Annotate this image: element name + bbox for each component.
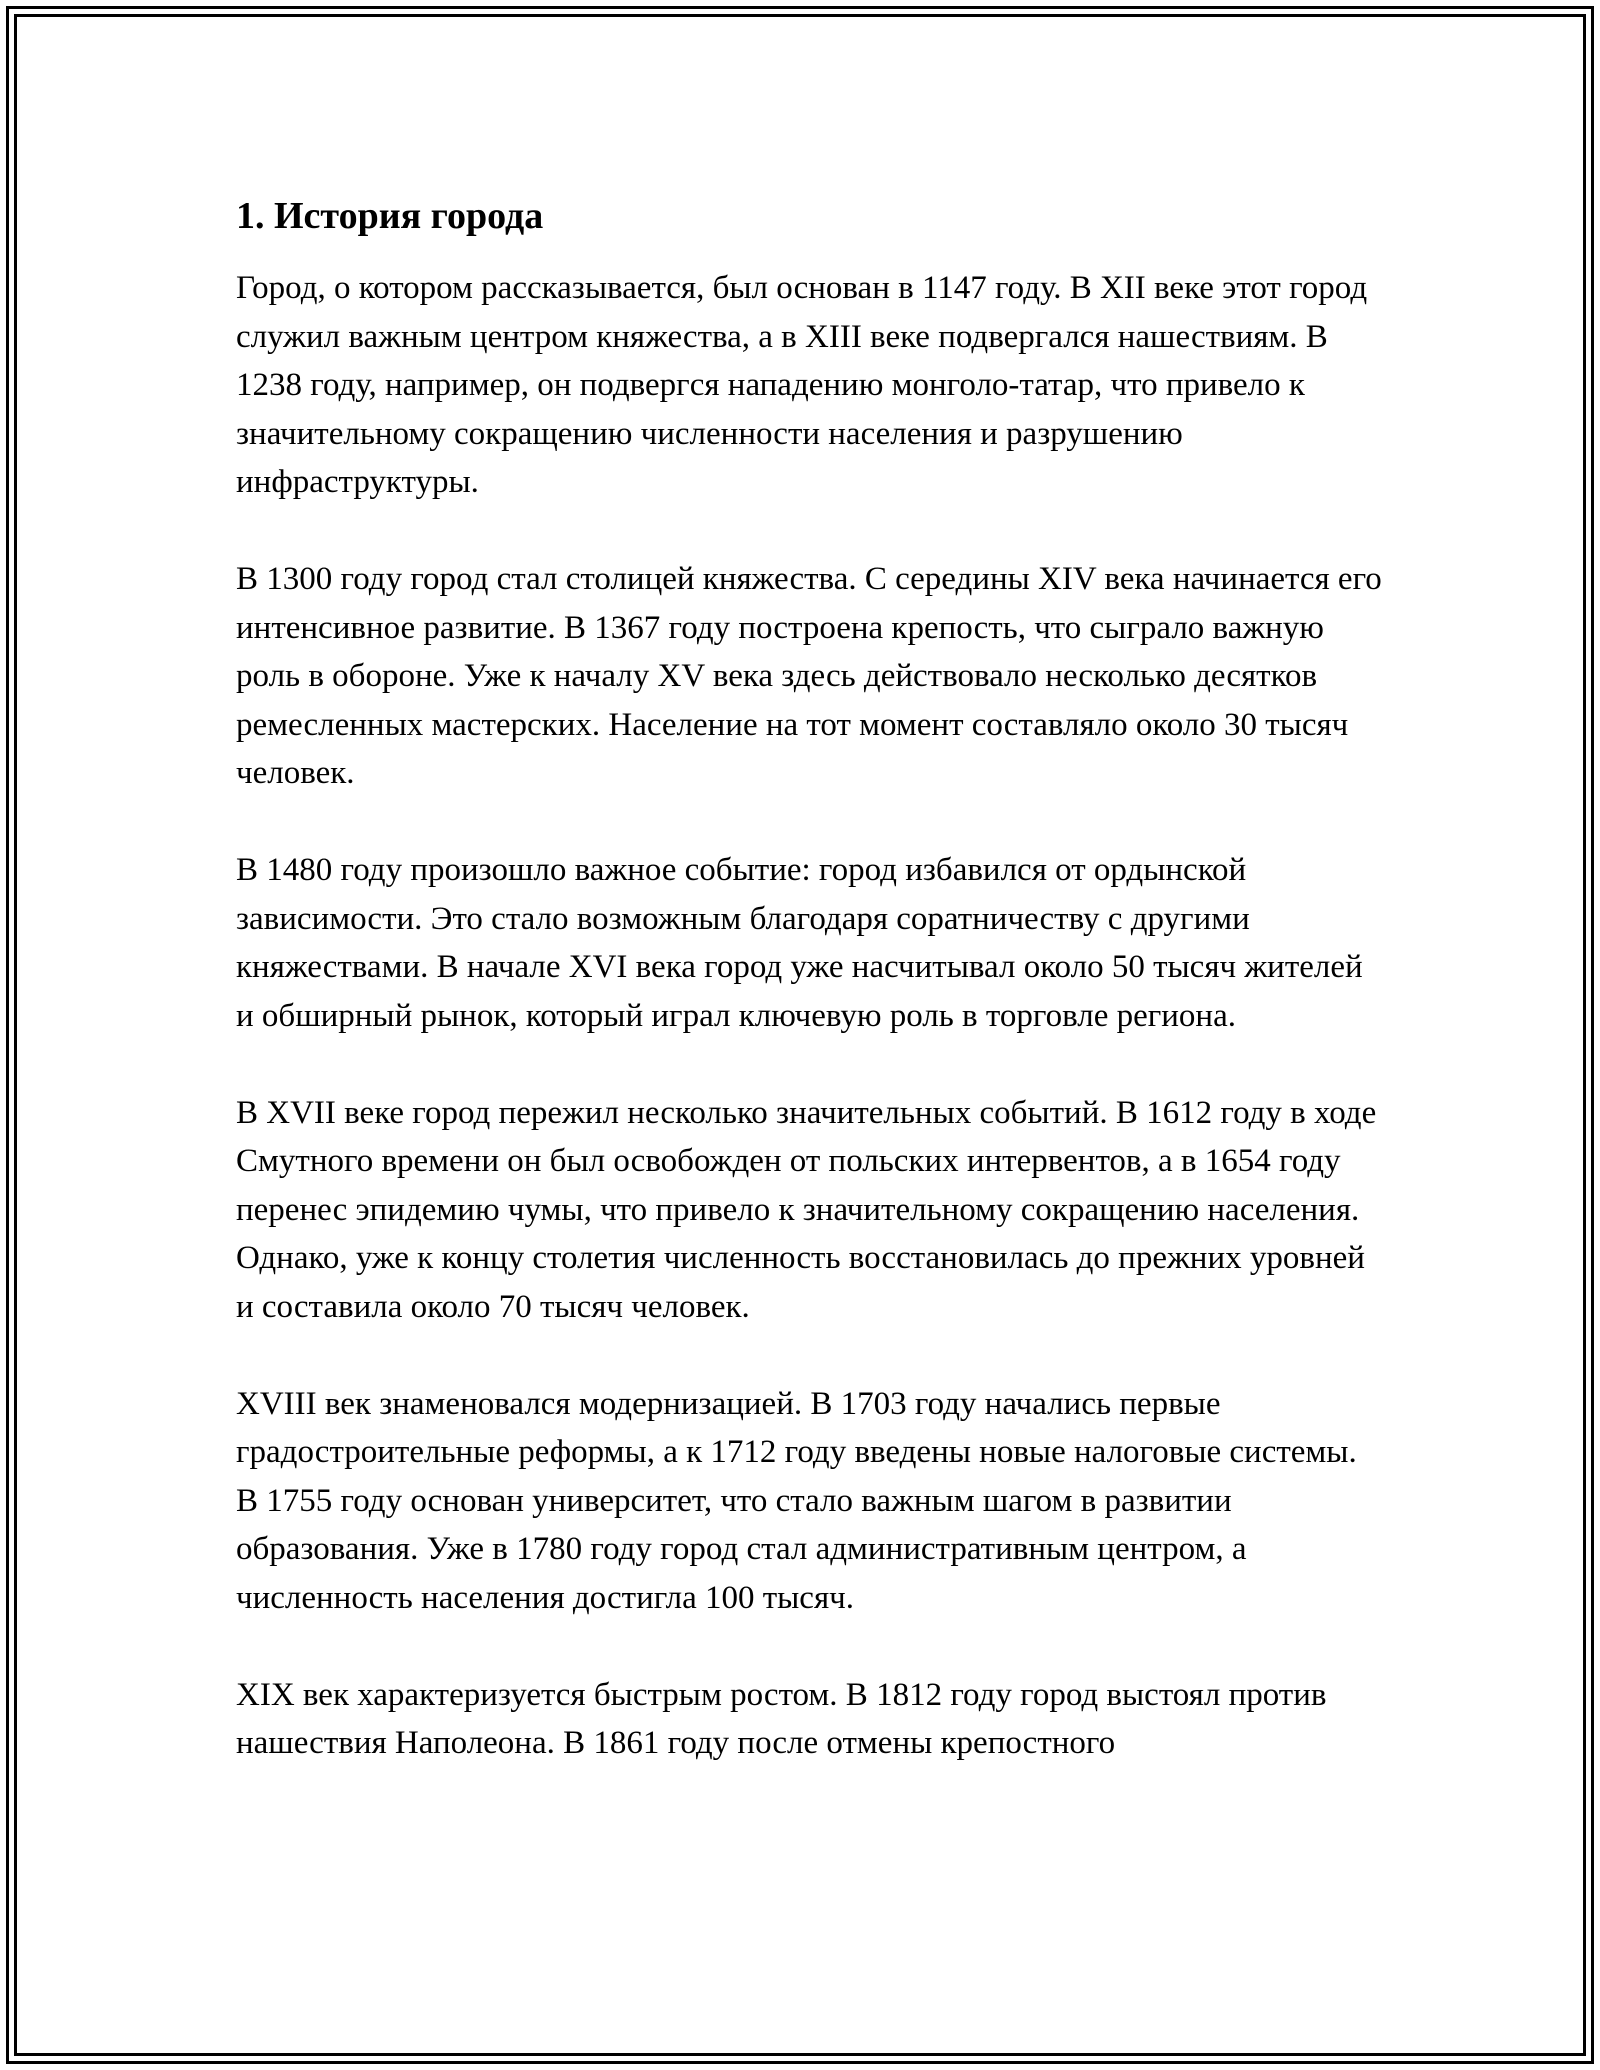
paragraph-3: В 1480 году произошло важное событие: город избавился от ордынской зависимости. Это стало возможным благодаря соратничеству с другими княжествами. В начале XVI века город уже насчитывал около 50 тысяч жителей и обширный рынок, который играл ключевую роль в торговле региона.	[236, 852, 1363, 1034]
paragraph-2: В 1300 году город стал столицей княжества. С середины XIV века начинается его интенсивное развитие. В 1367 году построена крепость, что сыграло важную роль в обороне. Уже к началу XV века здесь действовало несколько десятков ремесленных мастерских. Население на тот момент составляло около 30 тысяч человек.	[236, 561, 1382, 791]
section-heading: 1. История города	[236, 195, 544, 237]
paragraph-5: XVIII век знаменовался модернизацией. В 1703 году начались первые градостроительные реформы, а к 1712 году введены новые налоговые системы. В 1755 году основан университет, что стало важным шагом в развитии образования. Уже в 1780 году город стал административным центром, а численность населения достигла 100 тысяч.	[236, 1385, 1357, 1616]
paragraph-1: Город, о котором рассказывается, был основан в 1147 году. В XII веке этот город служил важным центром княжества, а в XIII веке подвергался нашествиям. В 1238 году, например, он подвергся нападению монголо-татар, что привело к значительному сокращению численности населения и разрушению инфраструктуры.	[236, 270, 1368, 500]
paragraph-4: В XVII веке город пережил несколько значительных событий. В 1612 году в ходе Смутного времени он был освобожден от польских интервентов, а в 1654 году перенес эпидемию чумы, что привело к значительному сокращению населения. Однако, уже к концу столетия численность восстановилась до прежних уровней и составила около 70 тысяч человек.	[236, 1094, 1377, 1325]
document-body	[236, 190, 1386, 1816]
paragraph-6: XIX век характеризуется быстрым ростом. В 1812 году город выстоял против нашествия Наполеона. В 1861 году после отмены крепостного	[236, 1676, 1327, 1761]
